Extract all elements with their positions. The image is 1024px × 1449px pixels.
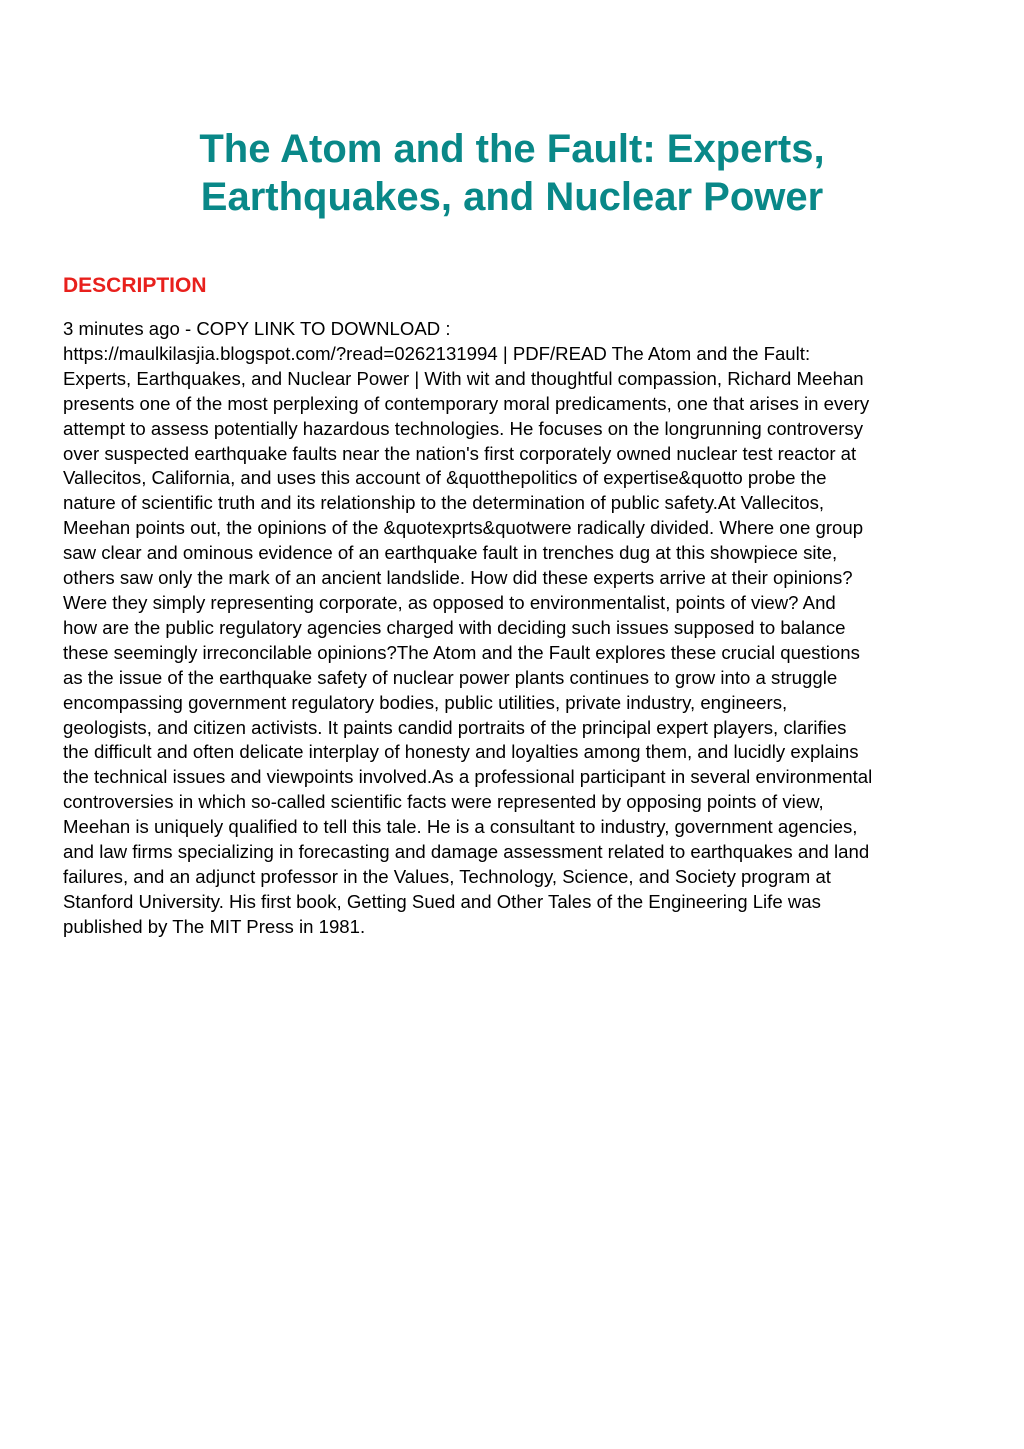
description-line: Meehan is uniquely qualified to tell this tale. He is a consultant to industry, government agencies,: [63, 816, 858, 838]
description-line: Meehan points out, the opinions of the &quotexprts&quotwere radically divided. Where one group: [63, 517, 864, 539]
description-line: Vallecitos, California, and uses this account of &quotthepolitics of expertise&quotto probe the: [63, 467, 827, 489]
description-line: nature of scientific truth and its relationship to the determination of public safety.At Vallecitos,: [63, 492, 825, 514]
description-line: Were they simply representing corporate, as opposed to environmentalist, points of view? And: [63, 591, 836, 613]
description-line: attempt to assess potentially hazardous technologies. He focuses on the longrunning controversy: [63, 417, 864, 439]
description-line: presents one of the most perplexing of contemporary moral predicaments, one that arises in every: [63, 392, 870, 414]
description-line: saw clear and ominous evidence of an earthquake fault in trenches dug at this showpiece site,: [63, 542, 838, 564]
description-line: as the issue of the earthquake safety of nuclear power plants continues to grow into a struggle: [63, 666, 838, 688]
description-line: failures, and an adjunct professor in the Values, Technology, Science, and Society program at: [63, 865, 831, 887]
description-line: others saw only the mark of an ancient landslide. How did these experts arrive at their opinions?: [63, 567, 853, 589]
description-line: and law firms specializing in forecasting and damage assessment related to earthquakes and land: [63, 841, 870, 863]
description-line: 3 minutes ago - COPY LINK TO DOWNLOAD :: [63, 318, 451, 339]
description-line: published by The MIT Press in 1981.: [63, 915, 366, 937]
description-line: https://maulkilasjia.blogspot.com/?read=0262131994 | PDF/READ The Atom and the Fault:: [63, 342, 811, 364]
description-line: the difficult and often delicate interplay of honesty and loyalties among them, and lucidly explains: [63, 741, 859, 763]
description-line: controversies in which so-called scientific facts were represented by opposing points of view,: [63, 791, 824, 813]
description-line: over suspected earthquake faults near the nation's first corporately owned nuclear test reactor at: [63, 442, 857, 464]
title-line: Earthquakes, and Nuclear Power: [200, 175, 824, 219]
document-title: [0, 125, 1024, 221]
description-line: Experts, Earthquakes, and Nuclear Power | With wit and thoughtful compassion, Richard Meehan: [63, 367, 864, 389]
title-line: The Atom and the Fault: Experts,: [199, 127, 825, 171]
description-line: Stanford University. His first book, Getting Sued and Other Tales of the Engineering Life was: [63, 890, 821, 912]
description-line: how are the public regulatory agencies charged with deciding such issues supposed to balance: [63, 616, 846, 638]
description-body: [63, 317, 983, 940]
description-line: the technical issues and viewpoints involved.As a professional participant in several environmental: [63, 766, 873, 788]
description-line: encompassing government regulatory bodies, public utilities, private industry, engineers,: [63, 691, 788, 713]
description-line: these seemingly irreconcilable opinions?The Atom and the Fault explores these crucial questions: [63, 641, 860, 663]
description-line: geologists, and citizen activists. It paints candid portraits of the principal expert players, clarifies: [63, 716, 847, 738]
description-heading: DESCRIPTION: [63, 274, 207, 297]
